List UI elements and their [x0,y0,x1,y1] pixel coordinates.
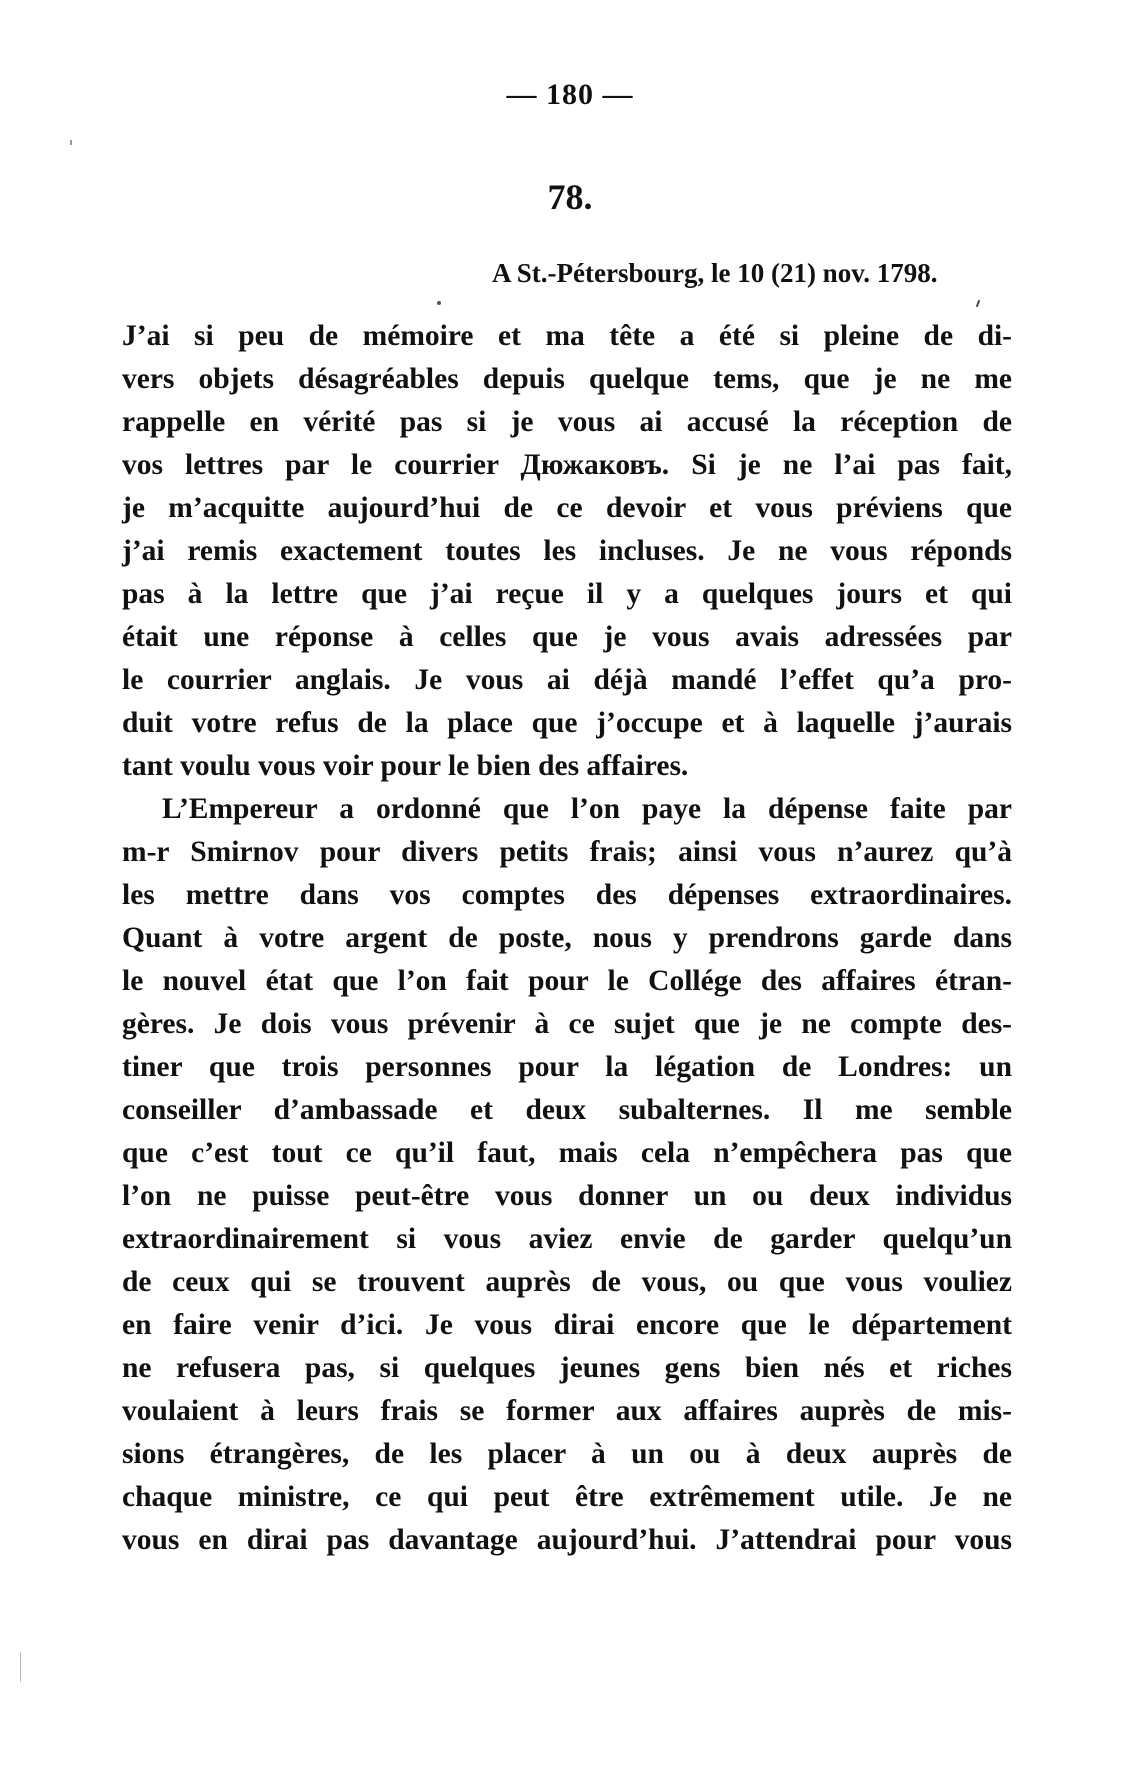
text-line: m-r Smirnov pour divers petits frais; ainsi vous n’aurez qu’à [122,836,1012,868]
text-line: voulaient à leurs frais se former aux affaires auprès de mis- [122,1395,1012,1427]
text-line: vers objets désagréables depuis quelque tems, que je ne me [122,363,1012,395]
text-line: tiner que trois personnes pour la légation de Londres: un [122,1051,1012,1083]
text-line: était une réponse à celles que je vous avais adressées par [122,621,1012,653]
text-line-paragraph-end: tant voulu vous voir pour le bien des affaires. [122,750,689,782]
text-line: sions étrangères, de les placer à un ou à deux auprès de [122,1438,1012,1470]
text-line: pas à la lettre que j’ai reçue il y a quelques jours et qui [122,578,1012,610]
margin-speck [70,140,72,145]
text-line: de ceux qui se trouvent auprès de vous, ou que vous vouliez [122,1266,1012,1298]
text-line: je m’acquitte aujourd’hui de ce devoir et vous préviens que [122,492,1012,524]
text-line: j’ai remis exactement toutes les incluses. Je ne vous réponds [122,535,1012,567]
ink-tick [976,300,980,307]
text-line: gères. Je dois vous prévenir à ce sujet que je ne compte des- [122,1008,1012,1040]
text-line: vous en dirai pas davantage aujourd’hui. J’attendrai pour vous [122,1524,1012,1556]
text-line: vos lettres par le courrier Дюжаковъ. Si je ne l’ai pas fait, [122,449,1012,481]
text-line: conseiller d’ambassade et deux subalternes. Il me semble [122,1094,1012,1126]
text-line: que c’est tout ce qu’il faut, mais cela n’empêchera pas que [122,1137,1012,1169]
text-line: duit votre refus de la place que j’occupe et à laquelle j’aurais [122,707,1012,739]
letter-dateline: A St.-Pétersbourg, le 10 (21) nov. 1798. [492,258,938,288]
text-line: les mettre dans vos comptes des dépenses extraordinaires. [122,879,1012,911]
text-line: ne refusera pas, si quelques jeunes gens bien nés et riches [122,1352,1012,1384]
text-line: le courrier anglais. Je vous ai déjà mandé l’effet qu’a pro- [122,664,1012,696]
text-line: extraordinairement si vous aviez envie de garder quelqu’un [122,1223,1012,1255]
ink-dot [437,301,441,305]
text-line: le nouvel état que l’on fait pour le Collége des affaires étran- [122,965,1012,997]
text-line: l’on ne puisse peut-être vous donner un ou deux individus [122,1180,1012,1212]
page-number: — 180 — [506,78,634,111]
text-line-paragraph-start: L’Empereur a ordonné que l’on paye la dépense faite par [162,793,1012,825]
text-line: chaque ministre, ce qui peut être extrêmement utile. Je ne [122,1481,1012,1513]
margin-speck-line [20,1652,21,1682]
text-line: J’ai si peu de mémoire et ma tête a été si pleine de di- [122,320,1012,352]
text-line: en faire venir d’ici. Je vous dirai encore que le département [122,1309,1012,1341]
text-line: rappelle en vérité pas si je vous ai accusé la réception de [122,406,1012,438]
letter-number: 78. [547,177,593,217]
letter-body [122,315,1012,1562]
text-line: Quant à votre argent de poste, nous y prendrons garde dans [122,922,1012,954]
